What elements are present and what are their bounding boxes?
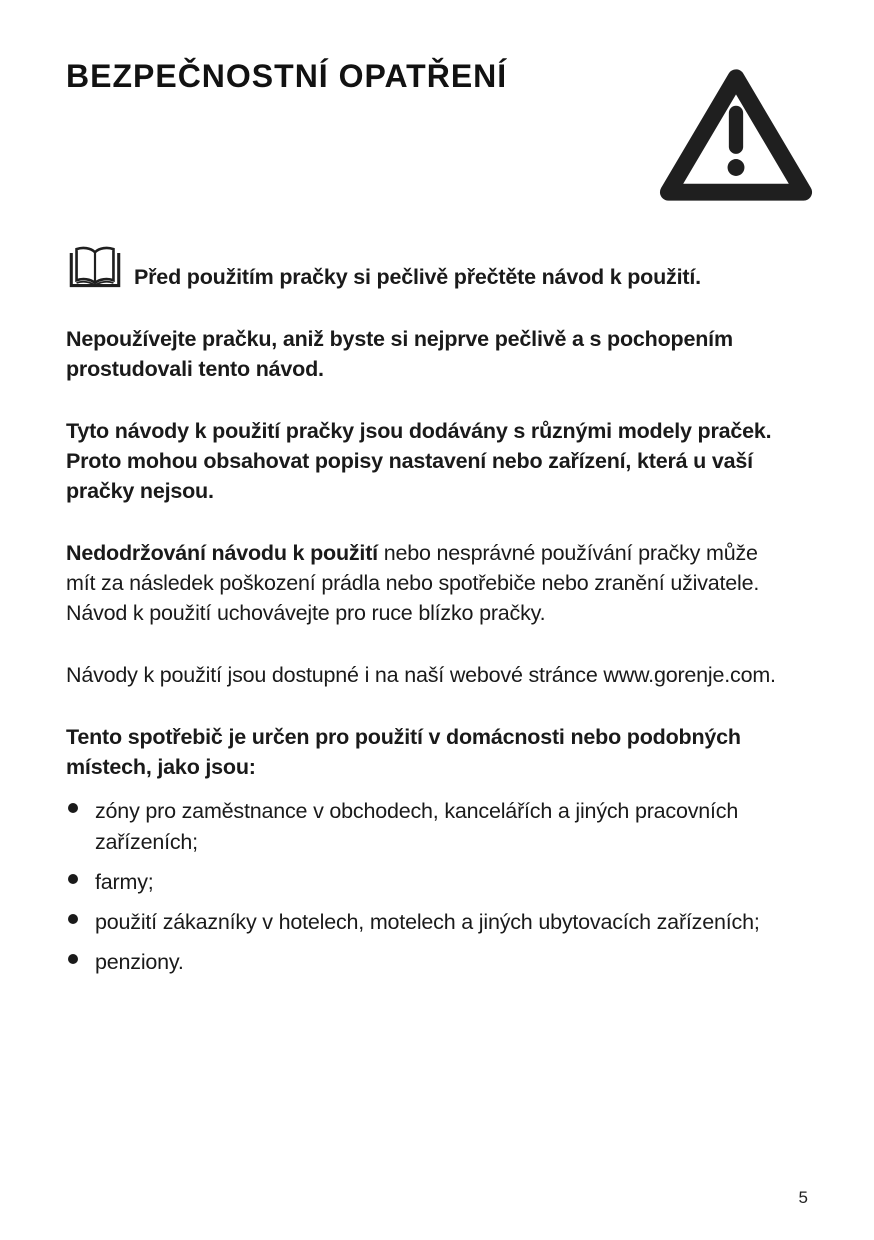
bullet-dot <box>68 914 78 924</box>
bullet-dot <box>68 874 78 884</box>
list-item-text: farmy; <box>95 870 154 894</box>
list-item <box>66 867 778 898</box>
list-item-text: penziony. <box>95 950 184 974</box>
list-item <box>66 907 778 938</box>
paragraph-do-not-use: Nepoužívejte pračku, aniž byste si nejprve pečlivě a s pochopením prostudovali tento návod. <box>66 327 733 381</box>
bullet-dot <box>68 954 78 964</box>
paragraph-noncompliance <box>66 538 778 628</box>
list-item-text: použití zákazníky v hotelech, motelech a jiných ubytovacích zařízeních; <box>95 910 760 934</box>
paragraph-read-instructions <box>66 244 778 292</box>
noncompliance-lead: Nedodržování návodu k použití <box>66 541 378 565</box>
paragraph-website: Návody k použití jsou dostupné i na naší webové stránce www.gorenje.com. <box>66 663 776 687</box>
open-book-icon <box>66 244 124 292</box>
page-title: BEZPEČNOSTNÍ OPATŘENÍ <box>66 58 508 94</box>
list-item <box>66 796 778 858</box>
warning-triangle-icon <box>658 66 814 204</box>
list-item-text: zóny pro zaměstnance v obchodech, kancelářích a jiných pracovních zařízeních; <box>95 799 739 854</box>
bullet-dot <box>68 803 78 813</box>
usage-locations-list <box>66 796 778 978</box>
noncompliance-rest: nebo nesprávné používání pračky může mít za následek poškození prádla nebo spotřebiče nebo zranění uživatele. Návod k použití uchovávejte pro ruce blízko pračky. <box>66 541 760 625</box>
paragraph-supplied-models: Tyto návody k použití pračky jsou dodávány s různými modely praček. Proto mohou obsahovat popisy nastavení nebo zařízení, která u vaší pračky nejsou. <box>66 419 772 503</box>
page-body <box>66 244 778 987</box>
list-item <box>66 947 778 978</box>
page-number: 5 <box>798 1188 808 1207</box>
read-instructions-text: Před použitím pračky si pečlivě přečtěte návod k použití. <box>134 265 701 289</box>
household-usage-heading: Tento spotřebič je určen pro použití v domácnosti nebo podobných místech, jako jsou: <box>66 725 741 779</box>
